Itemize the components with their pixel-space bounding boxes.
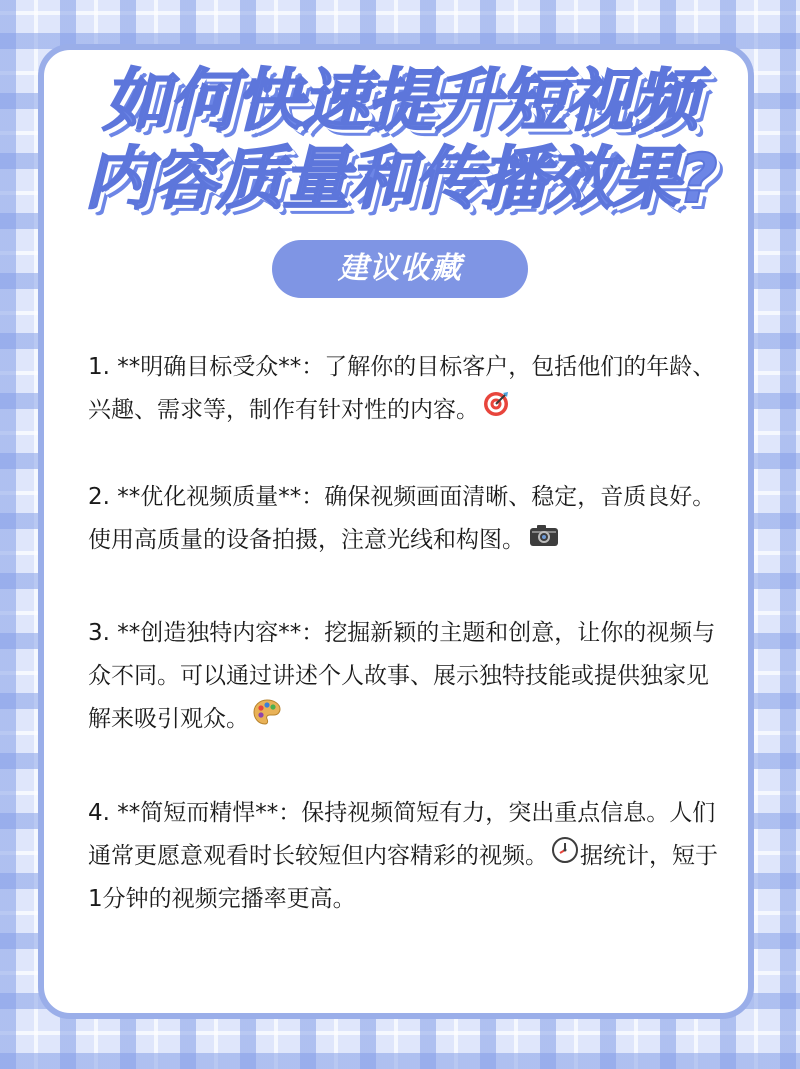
tip-item [88,792,718,921]
bookmark-tag: 建议收藏 [272,240,528,298]
tip-text-continued: 据统计，短于1分钟的视频完播率更高。 [88,843,718,912]
tip-text: 3. **创造独特内容**：挖掘新颖的主题和创意，让你的视频与众不同。可以通过讲述个人故事、展示独特技能或提供独家见解来吸引观众。 [88,620,716,732]
page-title-line-1: 如何快速提升短视频 [102,62,697,141]
camera-icon [529,519,559,562]
tip-item [88,612,718,741]
clock-icon [552,835,578,878]
target-icon [483,389,509,432]
tip-item [88,346,718,432]
tip-text: 1. **明确目标受众**：了解你的目标客户，包括他们的年龄、兴趣、需求等，制作有针对性的内容。 [88,354,716,423]
tip-item [88,476,718,562]
tip-text: 2. **优化视频质量**：确保视频画面清晰、稳定，音质良好。使用高质量的设备拍摄，注意光线和构图。 [88,484,716,553]
page-title-line-2: 内容质量和传播效果? [84,140,716,219]
tip-text: 4. **简短而精悍**：保持视频简短有力，突出重点信息。人们通常更愿意观看时长较短但内容精彩的视频。 [88,800,716,869]
palette-icon [253,698,281,741]
